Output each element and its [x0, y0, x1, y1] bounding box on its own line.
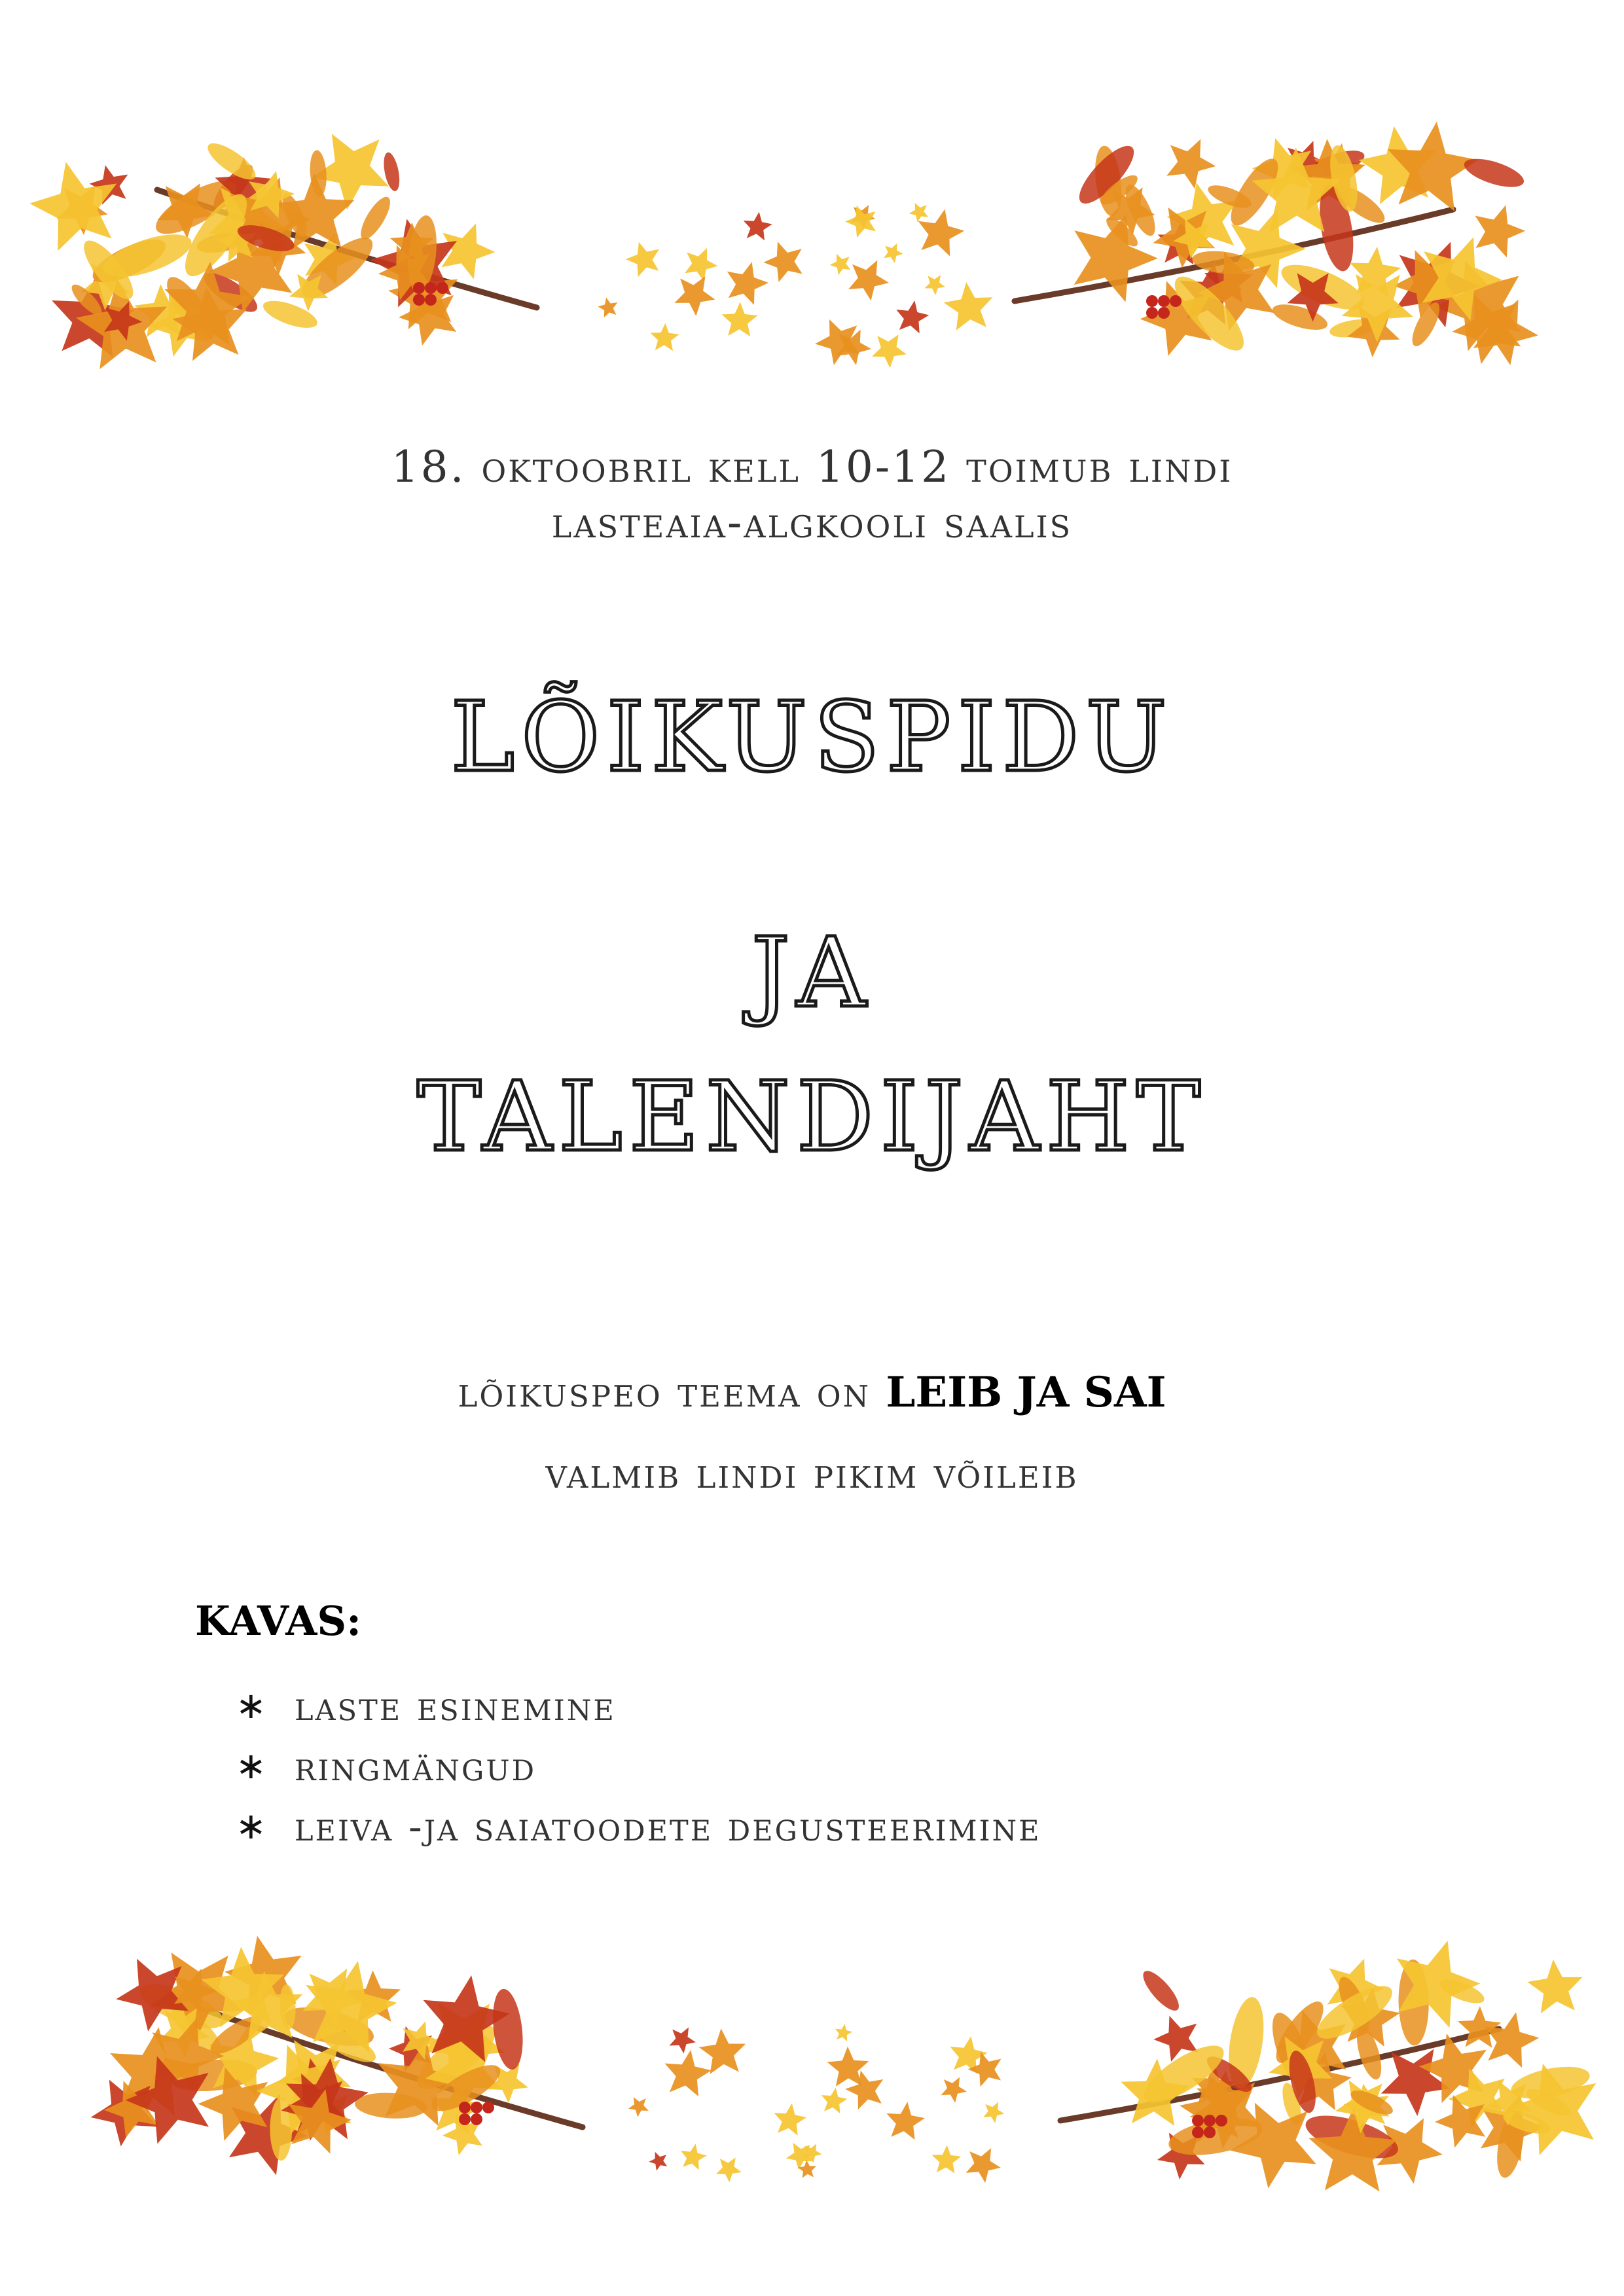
- theme-line: [0, 1368, 1624, 1417]
- list-item: ∗ laste esinemine: [236, 1681, 616, 1730]
- title-ja: ja: [751, 878, 873, 1039]
- program-list: [236, 1676, 1041, 1856]
- event-location-line: lasteaia-algkooli saalis: [551, 497, 1073, 548]
- theme-highlight: LEIB JA SAI: [886, 1368, 1166, 1417]
- list-item: ∗ leiva -ja saiatoodete degusteerimine: [236, 1802, 1041, 1850]
- asterisk-icon: ∗: [236, 1744, 266, 1787]
- list-item: ∗ ringmängud: [236, 1742, 537, 1790]
- sandwich-line: valmib lindi pikim võileib: [545, 1450, 1079, 1498]
- event-date-line: 18. oktoobril kell 10-12 toimub lindi: [391, 442, 1233, 492]
- title-loikuspidu: lõikuspidu: [450, 643, 1174, 803]
- autumn-leaves-garland-top: [0, 111, 1624, 412]
- theme-prefix: lõikuspeo teema on: [458, 1369, 886, 1417]
- asterisk-icon: ∗: [236, 1684, 266, 1727]
- title-talendijaht: talendijaht: [417, 1022, 1207, 1183]
- program-heading: KAVAS:: [195, 1597, 362, 1645]
- autumn-leaves-garland-bottom: [0, 1931, 1624, 2232]
- asterisk-icon: ∗: [236, 1804, 266, 1848]
